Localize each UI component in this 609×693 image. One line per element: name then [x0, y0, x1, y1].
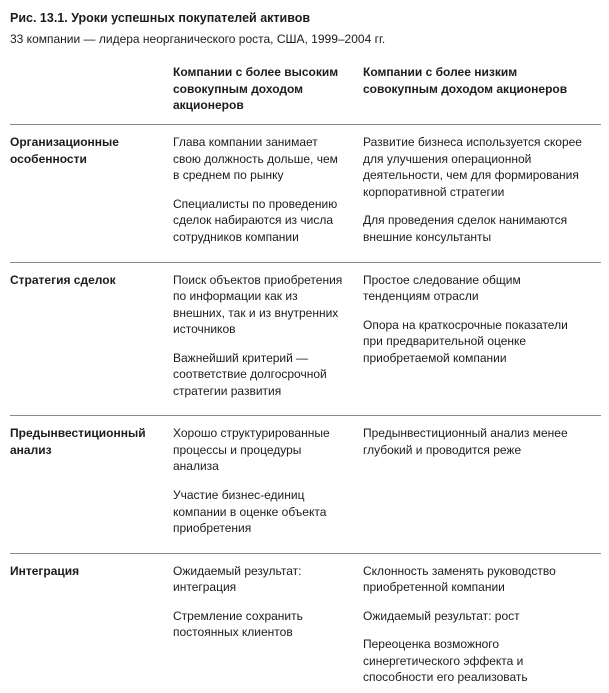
- cell-high-return: [173, 563, 363, 693]
- cell-paragraph: Специалисты по проведению сделок набираются из числа сотрудников компании: [173, 196, 338, 244]
- cell-low-return: [363, 563, 601, 693]
- header-spacer: [10, 64, 173, 114]
- row-category-label: Стратегия сделок: [10, 272, 116, 287]
- cell-paragraph: Склонность заменять руководство приобретенной компании: [363, 563, 556, 595]
- row-category-label: Организационные особенности: [10, 135, 119, 167]
- table-row-organizational-features: [10, 125, 601, 262]
- cell-paragraph: Ожидаемый результат: рост: [363, 608, 520, 623]
- cell-low-return: [363, 272, 601, 412]
- cell-high-return: [173, 425, 363, 548]
- cell-high-return: [173, 272, 363, 412]
- row-category-label: Предынвестиционный анализ: [10, 426, 146, 458]
- figure-subtitle: 33 компании — лидера неорганического роста, США, 1999–2004 гг.: [10, 32, 386, 47]
- cell-paragraph: Ожидаемый результат: интеграция: [173, 563, 302, 595]
- cell-paragraph: Важнейший критерий — соответствие долгосрочной стратегии развития: [173, 350, 327, 398]
- table-row-preinvestment-analysis: [10, 416, 601, 553]
- cell-paragraph: Развитие бизнеса используется скорее для улучшения операционной деятельности, чем для формирования корпоративной стратегии: [363, 135, 582, 199]
- cell-paragraph: Поиск объектов приобретения по информации как из внешних, так и из внутренних источников: [173, 272, 343, 337]
- cell-low-return: [363, 134, 601, 257]
- cell-low-return: [363, 425, 601, 548]
- cell-paragraph: Для проведения сделок нанимаются внешние консультанты: [363, 213, 568, 244]
- table-row-integration: [10, 554, 601, 693]
- table-row-deal-strategy: [10, 263, 601, 417]
- cell-paragraph: Простое следование общим тенденциям отрасли: [363, 272, 521, 304]
- figure-title: Рис. 13.1. Уроки успешных покупателей активов: [10, 11, 311, 25]
- table-header-row: [10, 62, 601, 125]
- cell-high-return: [173, 134, 363, 257]
- column-header-low-return: Компании с более низким совокупным доходом акционеров: [363, 64, 568, 96]
- cell-paragraph: Опора на краткосрочные показатели при предварительной оценке приобретаемой компании: [363, 317, 568, 365]
- cell-paragraph: Предынвестиционный анализ менее глубокий и проводится реже: [363, 426, 568, 457]
- cell-paragraph: Переоценка возможного синергетического эффекта и способности его реализовать: [363, 637, 528, 685]
- cell-paragraph: Участие бизнес-единиц компании в оценке объекта приобретения: [173, 487, 327, 536]
- cell-paragraph: Глава компании занимает свою должность дольше, чем в среднем по рынку: [173, 135, 338, 183]
- row-category-label: Интеграция: [10, 563, 80, 578]
- column-header-high-return: Компании с более высоким совокупным доходом акционеров: [173, 64, 339, 113]
- cell-paragraph: Стремление сохранить постоянных клиентов: [173, 608, 303, 640]
- cell-paragraph: Хорошо структурированные процессы и процедуры анализа: [173, 426, 330, 474]
